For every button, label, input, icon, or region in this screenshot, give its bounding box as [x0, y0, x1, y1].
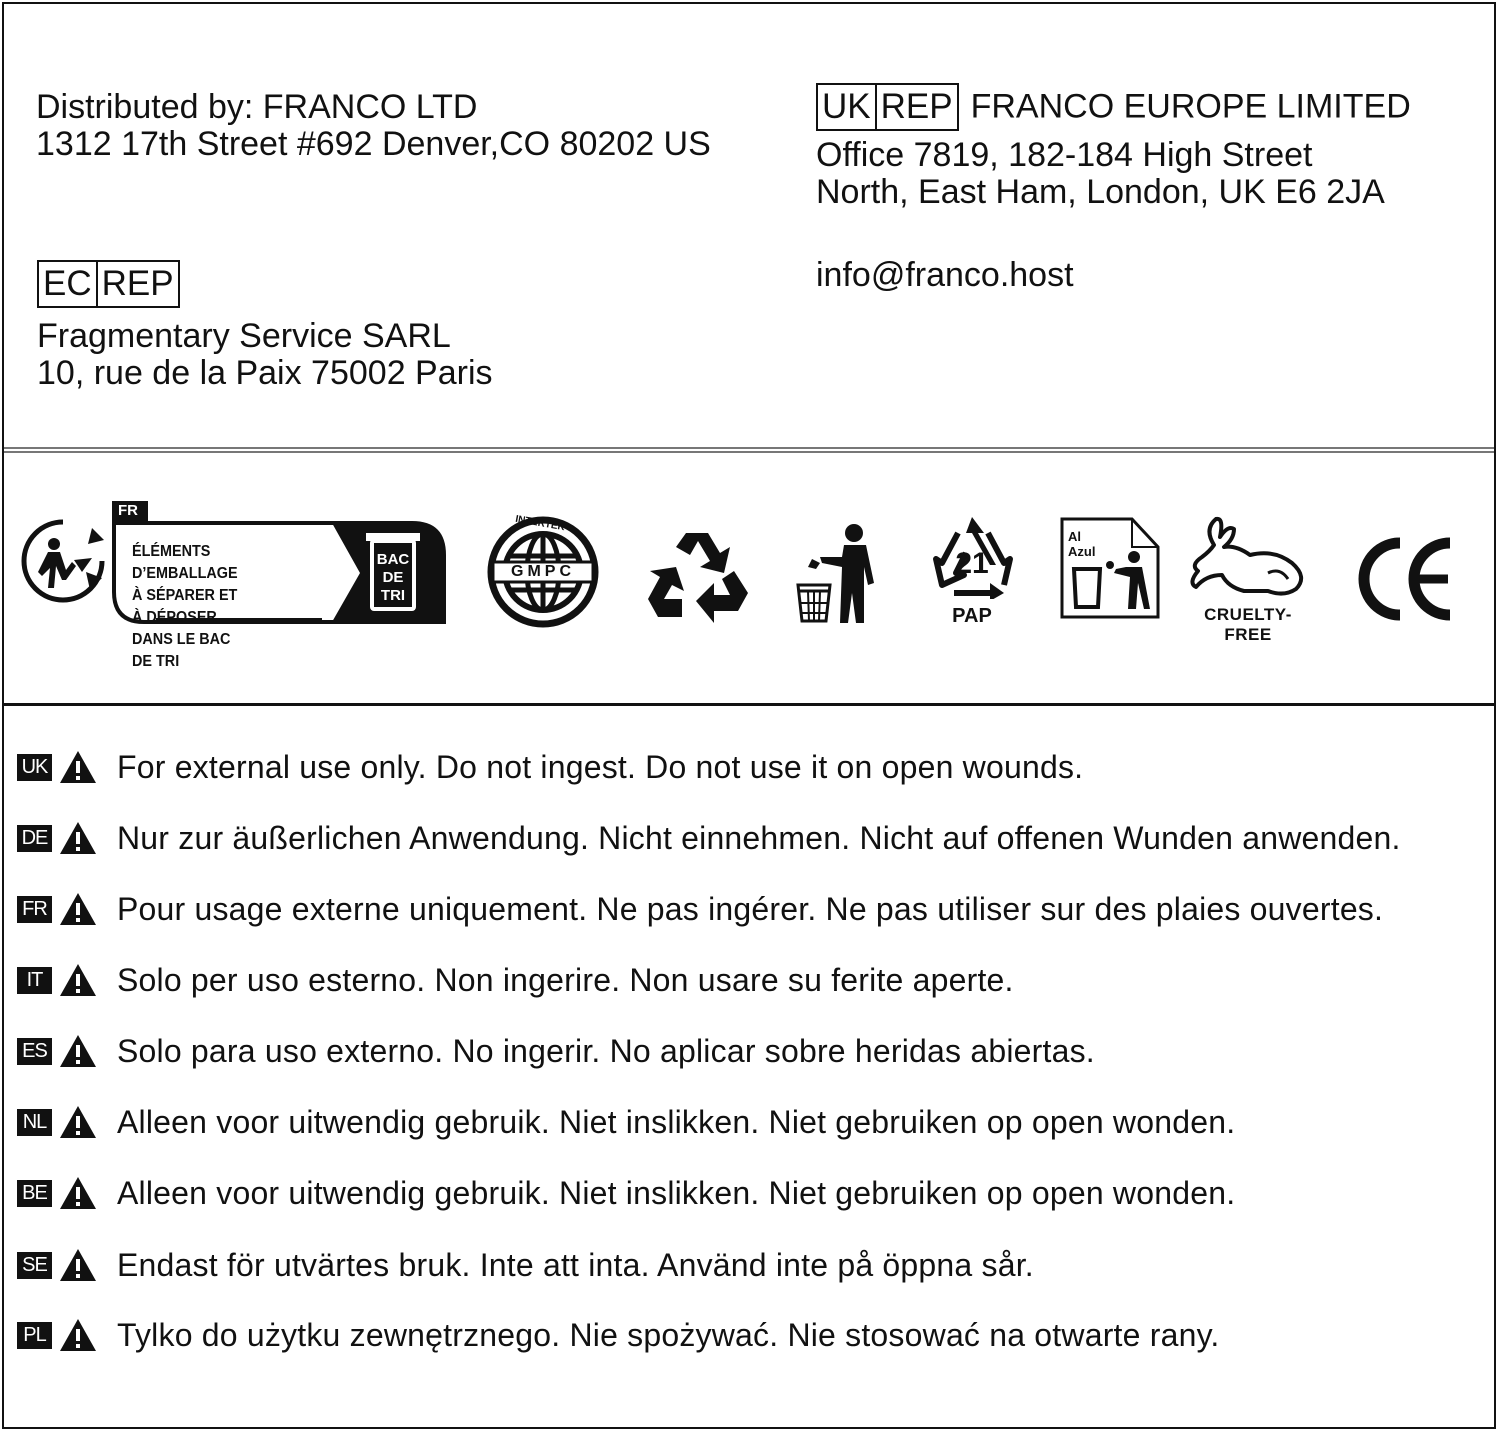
- distributor-block: [36, 89, 711, 163]
- uk-rep-email: info@franco.host: [816, 256, 1074, 294]
- distributor-line1: Distributed by: FRANCO LTD: [36, 88, 478, 126]
- country-code-badge: BE: [17, 1180, 52, 1207]
- triman-icon: [20, 518, 106, 609]
- warning-row: [17, 889, 1383, 929]
- gmpc-center-label: GMPC: [511, 563, 575, 580]
- uk-rep-badge-left: UK: [822, 87, 871, 126]
- warning-row: [17, 1315, 1220, 1355]
- warning-triangle-icon: [59, 1247, 97, 1283]
- info-tri-bin-label: [374, 551, 412, 605]
- country-code-badge: NL: [17, 1109, 52, 1136]
- ec-rep-badge-right: REP: [96, 262, 178, 306]
- warning-text: Pour usage externe uniquement. Ne pas ingérer. Ne pas utiliser sur des plaies ouvertes.: [117, 890, 1384, 927]
- warning-text: Alleen voor uitwendig gebruik. Niet inslikken. Niet gebruiken op open wonden.: [117, 1103, 1236, 1140]
- warning-row: [17, 1173, 1235, 1213]
- warning-text: Nur zur äußerlichen Anwendung. Nicht einnehmen. Nicht auf offenen Wunden anwenden.: [117, 819, 1401, 856]
- section-divider-bottom: [4, 703, 1494, 706]
- info-tri-line2: À SÉPARER ET À DÉPOSER: [132, 587, 238, 626]
- aiazul-label: Al Azul: [1068, 529, 1096, 559]
- country-code-badge: UK: [17, 754, 52, 781]
- cruelty-free-label: CRUELTY-FREE: [1204, 605, 1292, 644]
- warning-text: Solo per uso esterno. Non ingerire. Non usare su ferite aperte.: [117, 961, 1014, 998]
- ce-mark-icon: [1356, 533, 1456, 630]
- warning-row: [17, 1031, 1095, 1071]
- country-code-badge: FR: [17, 896, 52, 923]
- warning-text: Alleen voor uitwendig gebruik. Niet inslikken. Niet gebruiken op open wonden.: [117, 1174, 1236, 1211]
- info-tri-line1: ÉLÉMENTS D’EMBALLAGE: [132, 543, 238, 582]
- info-tri-bin-line1: BAC: [376, 551, 410, 568]
- section-divider-top: [4, 447, 1494, 453]
- uk-rep-address-line1: Office 7819, 182-184 High Street: [816, 136, 1313, 174]
- tidyman-icon: [794, 523, 880, 632]
- info-tri-bin-line3: TRI: [380, 587, 406, 604]
- warning-row: [17, 747, 1083, 787]
- warning-triangle-icon: [59, 749, 97, 785]
- ec-rep-badge: [37, 260, 180, 308]
- warning-text: Tylko do użytku zewnętrznego. Nie spożywać. Nie stosować na otwarte rany.: [117, 1316, 1220, 1353]
- pap-number: 21: [955, 547, 989, 580]
- warning-triangle-icon: [59, 962, 97, 998]
- uk-rep-address-line2: North, East Ham, London, UK E6 2JA: [816, 173, 1385, 211]
- country-code-badge: PL: [17, 1322, 52, 1349]
- ec-rep-block: [37, 260, 493, 392]
- warning-text: Solo para uso externo. No ingerir. No aplicar sobre heridas abiertas.: [117, 1032, 1095, 1069]
- uk-rep-block: [816, 83, 1411, 294]
- warning-text: Endast för utvärtes bruk. Inte att inta. Använd inte på öppna sår.: [117, 1246, 1034, 1283]
- warning-triangle-icon: [59, 1033, 97, 1069]
- pap-label: PAP: [952, 605, 992, 627]
- warning-triangle-icon: [59, 1104, 97, 1140]
- warning-triangle-icon: [59, 1175, 97, 1211]
- warning-row: [17, 818, 1401, 858]
- recycle-icon: [646, 527, 752, 632]
- info-tri-line3: DANS LE BAC DE TRI: [132, 631, 231, 670]
- warning-text: For external use only. Do not ingest. Do not use it on open wounds.: [117, 748, 1084, 785]
- uk-rep-badge: [816, 83, 959, 131]
- distributor-line2: 1312 17th Street #692 Denver,CO 80202 US: [36, 125, 711, 163]
- country-code-badge: SE: [17, 1252, 52, 1279]
- gmpc-ring-label: INTERTEK: [514, 513, 566, 534]
- warning-triangle-icon: [59, 820, 97, 856]
- warning-row: [17, 1102, 1235, 1142]
- ec-rep-name: Fragmentary Service SARL: [37, 317, 451, 355]
- uk-rep-badge-right: REP: [875, 85, 957, 129]
- ec-rep-address: 10, rue de la Paix 75002 Paris: [37, 354, 493, 392]
- country-code-badge: DE: [17, 825, 52, 852]
- country-code-badge: IT: [17, 967, 52, 994]
- warning-triangle-icon: [59, 1317, 97, 1353]
- country-code-badge: ES: [17, 1038, 52, 1065]
- warning-row: [17, 960, 1014, 1000]
- info-tri-text: [132, 541, 238, 673]
- info-tri-country: FR: [118, 502, 138, 519]
- uk-rep-name: FRANCO EUROPE LIMITED: [970, 87, 1411, 126]
- warning-triangle-icon: [59, 891, 97, 927]
- ec-rep-badge-left: EC: [43, 264, 92, 303]
- warning-row: [17, 1245, 1034, 1285]
- info-tri-bin-line2: DE: [382, 569, 404, 586]
